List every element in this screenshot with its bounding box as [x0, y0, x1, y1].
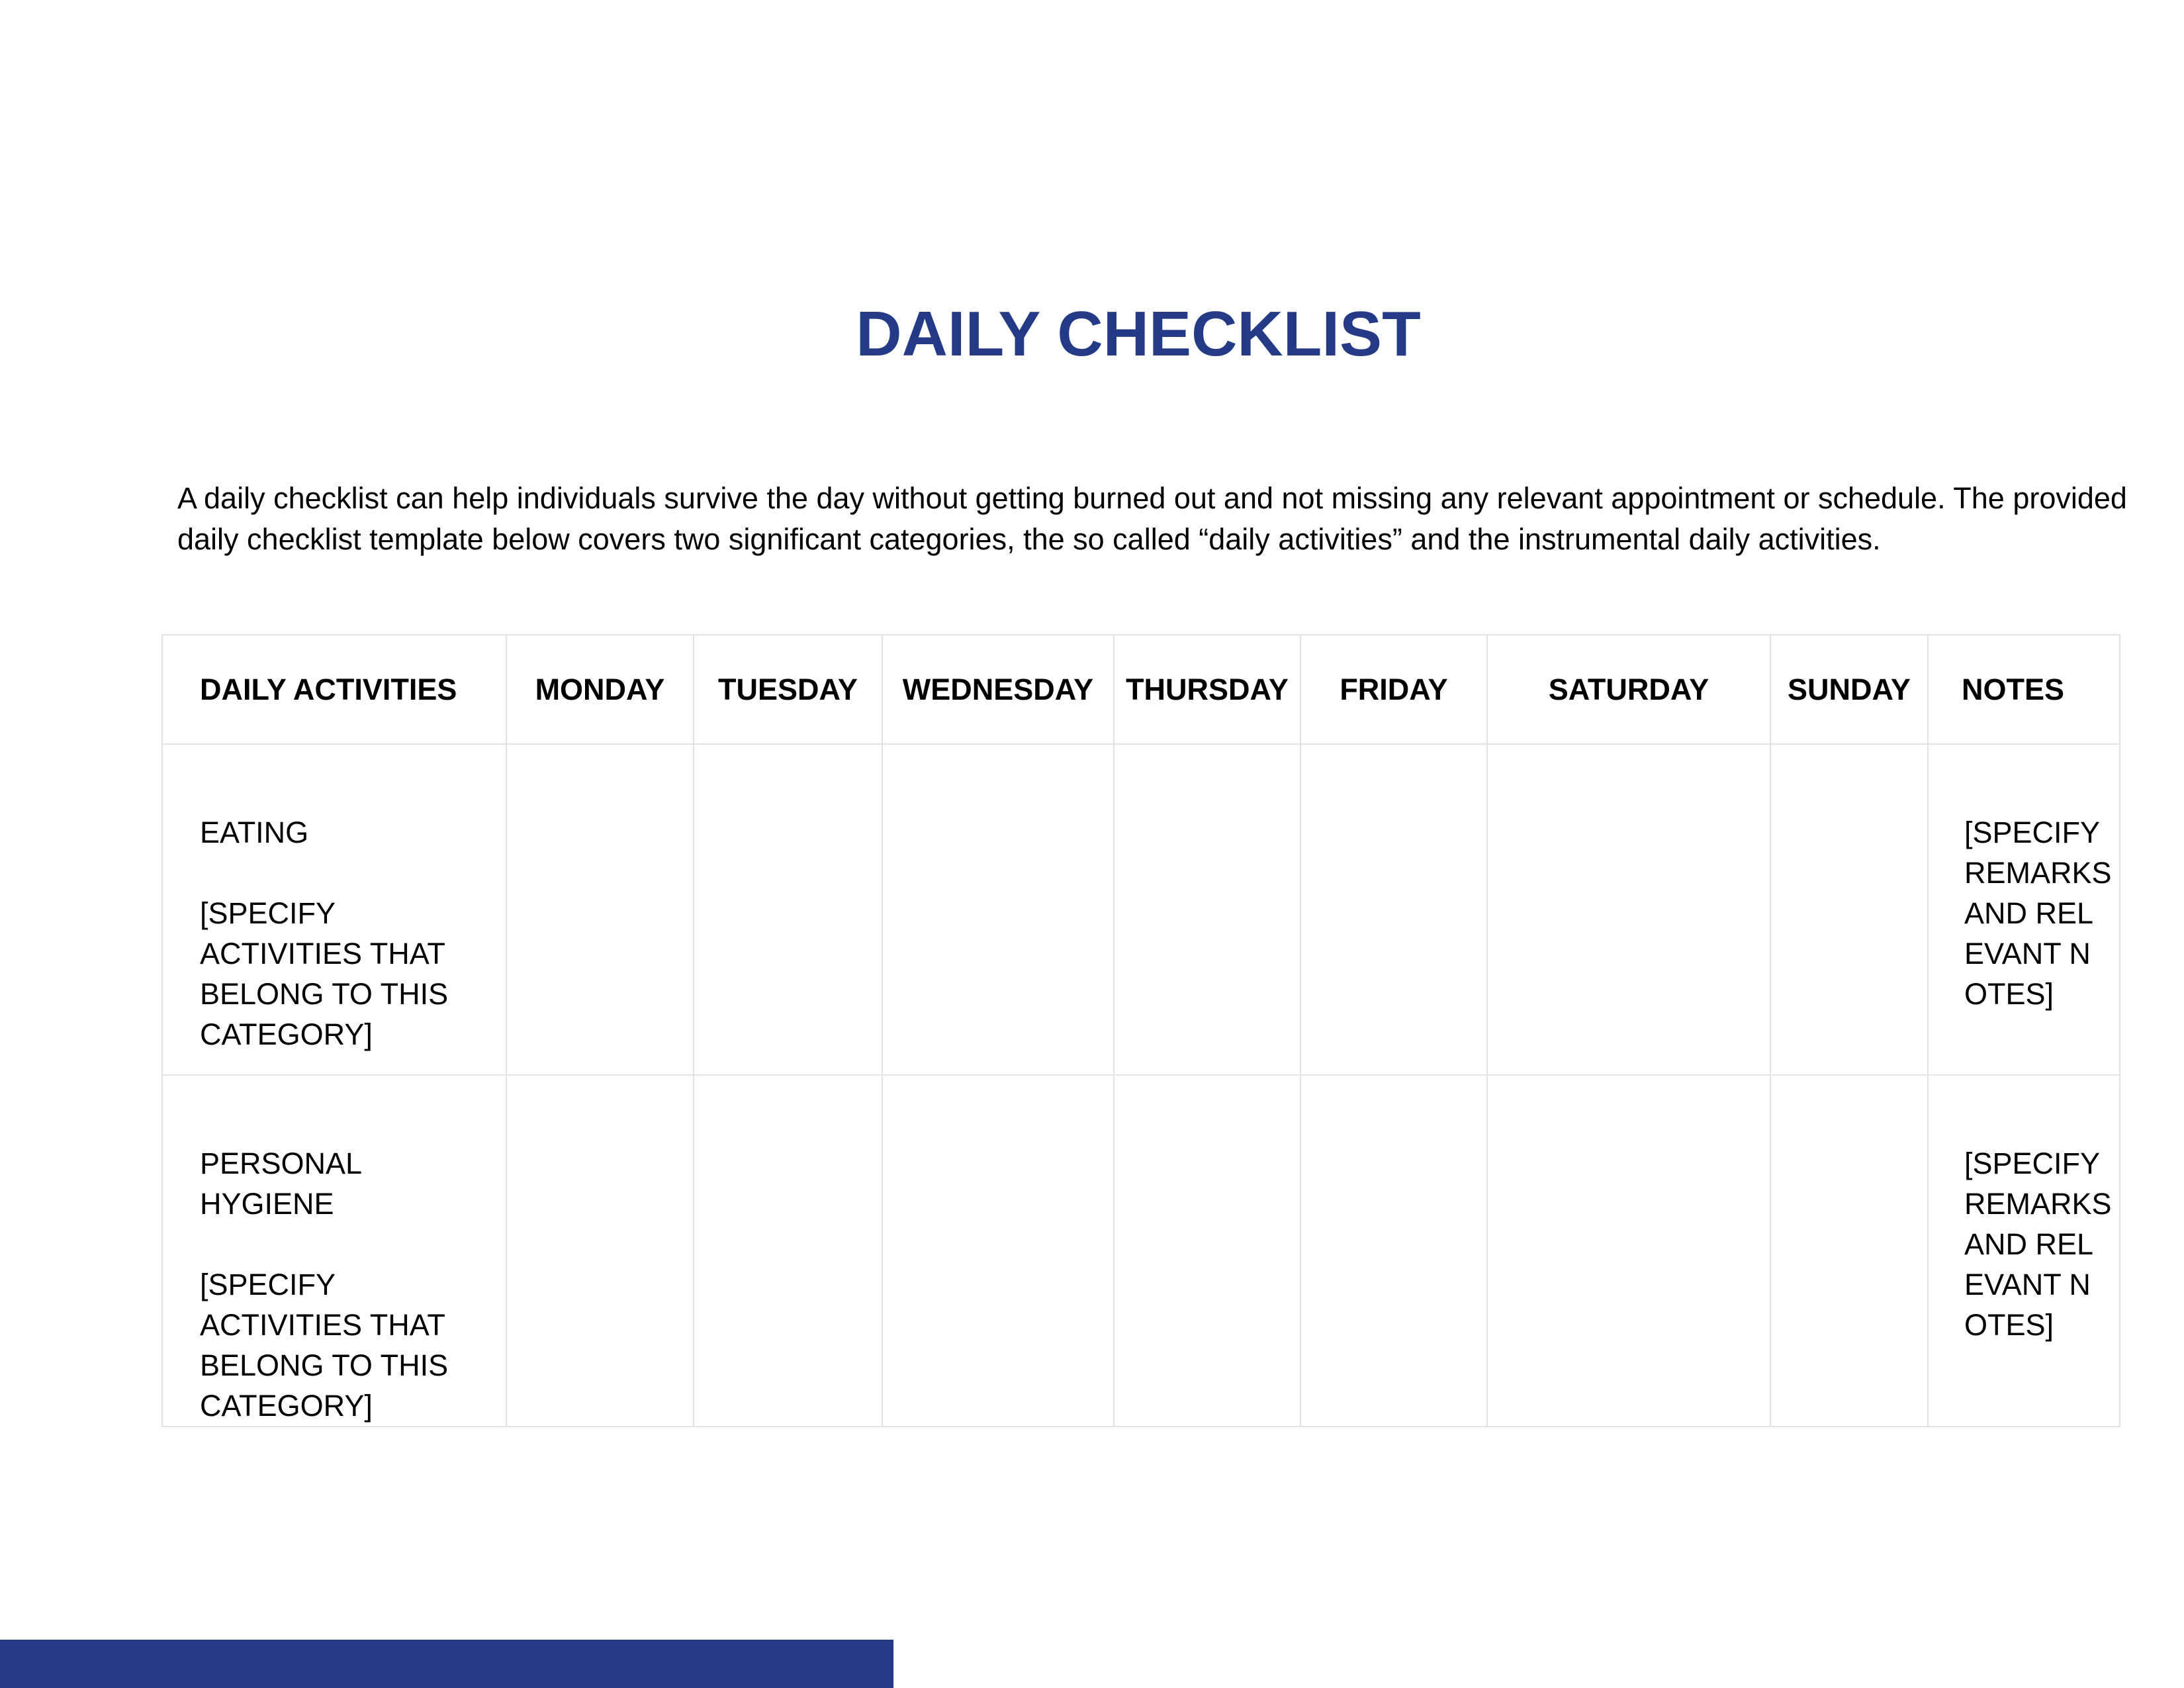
check-cell-wednesday[interactable] — [882, 744, 1114, 1075]
header-sunday: SUNDAY — [1770, 635, 1928, 744]
check-cell-tuesday[interactable] — [694, 744, 882, 1075]
header-thursday: THURSDAY — [1114, 635, 1300, 744]
check-cell-monday[interactable] — [506, 744, 694, 1075]
table-row — [162, 744, 2120, 1075]
header-friday: FRIDAY — [1300, 635, 1487, 744]
table-row — [162, 1075, 2120, 1427]
check-cell-thursday[interactable] — [1114, 1075, 1300, 1427]
check-cell-saturday[interactable] — [1487, 744, 1770, 1075]
check-cell-wednesday[interactable] — [882, 1075, 1114, 1427]
check-cell-saturday[interactable] — [1487, 1075, 1770, 1427]
header-monday: MONDAY — [506, 635, 694, 744]
header-tuesday: TUESDAY — [694, 635, 882, 744]
check-cell-sunday[interactable] — [1770, 1075, 1928, 1427]
activity-spec: [SPECIFY ACTIVITIES THAT BELONG TO THIS CATEGORY] — [200, 1268, 449, 1423]
activity-name: EATING — [200, 816, 309, 849]
header-saturday: SATURDAY — [1487, 635, 1770, 744]
check-cell-thursday[interactable] — [1114, 744, 1300, 1075]
notes-cell: [SPECIFY REMARKS AND RELEVANT NOTES] — [1928, 744, 2120, 1075]
page-title: DAILY CHECKLIST — [856, 299, 1421, 369]
intro-paragraph: A daily checklist can help individuals survive the day without getting burned out and not missing any relevant appointment or schedule. The provided daily checklist template below covers two significant categories, the so called “daily activities” and the instrumental daily activities. — [177, 481, 2127, 556]
notes-cell: [SPECIFY REMARKS AND RELEVANT NOTES] — [1928, 1075, 2120, 1427]
check-cell-tuesday[interactable] — [694, 1075, 882, 1427]
check-cell-friday[interactable] — [1300, 1075, 1487, 1427]
header-daily-activities: DAILY ACTIVITIES — [162, 635, 506, 744]
footer-accent-bar — [0, 1640, 893, 1688]
checklist-table — [161, 634, 2120, 1427]
header-notes: NOTES — [1928, 635, 2120, 744]
check-cell-monday[interactable] — [506, 1075, 694, 1427]
activity-cell — [162, 1075, 506, 1427]
check-cell-friday[interactable] — [1300, 744, 1487, 1075]
header-row — [162, 635, 2120, 744]
activity-name: PERSONAL HYGIENE — [200, 1147, 361, 1221]
check-cell-sunday[interactable] — [1770, 744, 1928, 1075]
activity-cell — [162, 744, 506, 1075]
activity-spec: [SPECIFY ACTIVITIES THAT BELONG TO THIS CATEGORY] — [200, 896, 449, 1051]
header-wednesday: WEDNESDAY — [882, 635, 1114, 744]
